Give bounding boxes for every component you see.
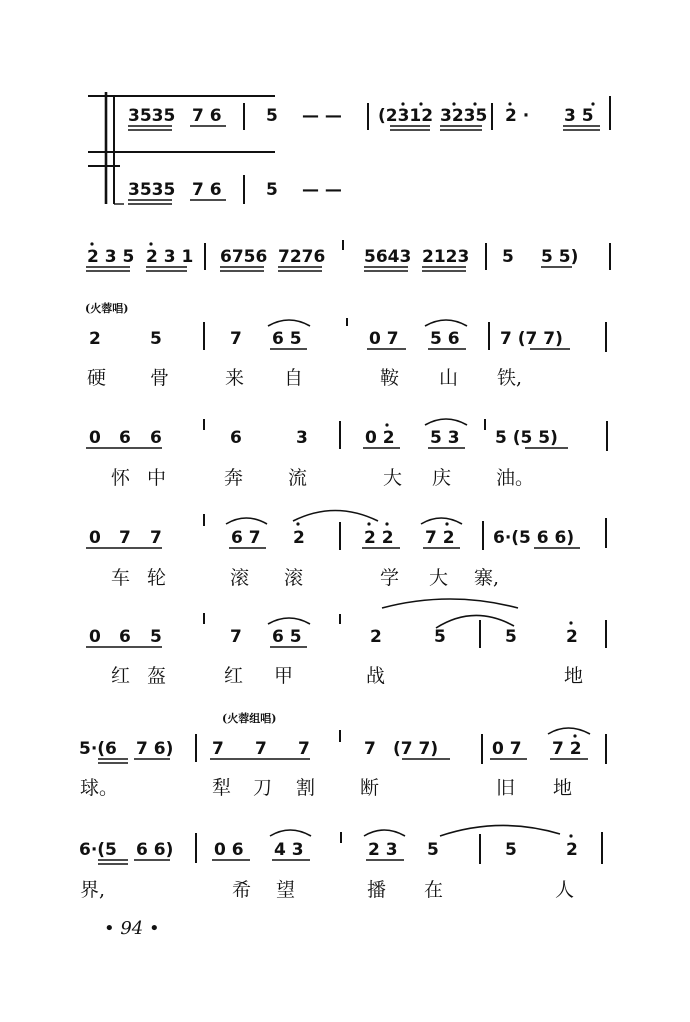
lyric: 滚 [230, 567, 250, 589]
note-group: 2 3 [368, 840, 398, 860]
lyric: 寨, [474, 567, 500, 589]
note: 5 [150, 627, 162, 647]
note-group: 7 6 [192, 106, 222, 126]
note-group: 5 3 [430, 428, 460, 448]
note-group: 6 5 [272, 329, 302, 349]
system-row-3 [87, 318, 606, 389]
system-row-7 [79, 728, 606, 799]
lyric: 中 [147, 467, 167, 489]
lyric: 滚 [284, 567, 304, 589]
note: 0 [89, 428, 101, 448]
lyric: 地 [564, 665, 584, 687]
system-row-6 [86, 599, 606, 687]
note-group: 6 6) [136, 840, 174, 860]
lyric: 犁 [212, 777, 232, 799]
system-row-4 [86, 419, 607, 489]
note-group: 4 3 [274, 840, 304, 860]
note-group: 0 7 [369, 329, 399, 349]
note: 6 [119, 627, 131, 647]
note-group: 7 2 [552, 739, 582, 759]
note-group: 7276 [278, 247, 326, 267]
page-number: • 94 • [104, 918, 160, 939]
note: 2 [566, 840, 578, 860]
note-group: 5 [266, 106, 278, 126]
lyric: 人 [555, 879, 575, 901]
lyric: 车 [111, 567, 131, 589]
lyric: 铁, [497, 367, 523, 389]
note-group: 6·(5 6 6) [493, 528, 575, 548]
note: 7 [230, 329, 242, 349]
note-group: 3535 [128, 106, 176, 126]
note-group: 7 2 [425, 528, 455, 548]
lyric: 割 [296, 777, 316, 799]
lyric: 学 [380, 567, 400, 589]
note-group: 6 5 [272, 627, 302, 647]
performer-mark: (火蓉唱) [85, 302, 129, 315]
note: 5 [150, 329, 162, 349]
lyric: 刀 [253, 777, 273, 799]
note-group: 0 7 [492, 739, 522, 759]
performer-mark: (火蓉组唱) [222, 712, 277, 725]
lyric: 红 [224, 665, 244, 687]
lyric: 大 [429, 567, 449, 589]
note: 2 [293, 528, 305, 548]
lyric: 山 [439, 367, 459, 389]
note-group: 5 6 [430, 329, 460, 349]
lyric: 旧 [496, 777, 516, 799]
lyric: 硬 [87, 367, 107, 389]
lyric: 在 [424, 879, 444, 901]
note: 7 [364, 739, 376, 759]
note-group: 0 6 [214, 840, 244, 860]
system-row-2 [86, 240, 610, 271]
lyric: 来 [225, 367, 245, 389]
dash-group: — — [302, 106, 342, 126]
note: 7 [298, 739, 310, 759]
note: 7 [230, 627, 242, 647]
note-group: (2312 [378, 106, 434, 126]
note-group: 5·(6 [79, 739, 117, 759]
note: 5 [505, 840, 517, 860]
note-group: 3535 [128, 180, 176, 200]
lyric: 断 [360, 777, 380, 799]
note: 6 [119, 428, 131, 448]
note: 7 [255, 739, 267, 759]
note-group: 3235 [440, 106, 488, 126]
dash-group: — — [302, 180, 342, 200]
note-group: 5643 [364, 247, 412, 267]
lyric: 播 [367, 879, 387, 901]
note: 5 [505, 627, 517, 647]
note-group: 5 (5 5) [495, 428, 558, 448]
lyric: 界, [80, 879, 106, 901]
lyric: 怀 [111, 467, 131, 489]
note-group: 7 6 [192, 180, 222, 200]
note-group: 5 5) [541, 247, 579, 267]
lyric: 流 [288, 467, 308, 489]
lyric: 希 [232, 879, 252, 901]
note: 0 [89, 528, 101, 548]
note-group: 6 7 [231, 528, 261, 548]
note: 3 [296, 428, 308, 448]
lyric: 奔 [224, 467, 244, 489]
note-group: 6·(5 [79, 840, 117, 860]
note-group: 2 3 1 [146, 247, 194, 267]
note: 0 [89, 627, 101, 647]
lyric: 球。 [80, 777, 119, 799]
note: 6 [150, 428, 162, 448]
note-group: 7 6) [136, 739, 174, 759]
note: 7 [150, 528, 162, 548]
note: 6 [230, 428, 242, 448]
lyric: 骨 [150, 367, 170, 389]
lyric: 盔 [147, 665, 167, 687]
lyric: 望 [276, 879, 296, 901]
system-row-8 [79, 825, 602, 901]
lyric: 红 [111, 665, 131, 687]
lyric: 大 [383, 467, 403, 489]
note-group: 3 5 [564, 106, 594, 126]
lyric: 轮 [147, 567, 167, 589]
lyric: 地 [553, 777, 573, 799]
note-group: (7 7) [393, 739, 439, 759]
note-group: 5 [266, 180, 278, 200]
lyric: 油。 [496, 467, 535, 489]
note: 5 [434, 627, 446, 647]
note: 7 [212, 739, 224, 759]
note-group: 2 3 5 [87, 247, 135, 267]
note-group: 5 [502, 247, 514, 267]
note-group: 6756 [220, 247, 268, 267]
note: 7 [119, 528, 131, 548]
system-row-1 [88, 92, 610, 204]
lyric: 甲 [274, 665, 294, 687]
note: 2 [89, 329, 101, 349]
note: 2 [370, 627, 382, 647]
lyric: 庆 [432, 467, 452, 489]
lyric: 鞍 [380, 367, 400, 389]
lyric: 自 [284, 367, 304, 389]
note-group: 2 · [505, 106, 530, 126]
lyric: 战 [366, 665, 386, 687]
note: 2 [566, 627, 578, 647]
note: 5 [427, 840, 439, 860]
system-row-5 [86, 511, 606, 590]
note-group: 7 (7 7) [500, 329, 563, 349]
note-group: 2123 [422, 247, 470, 267]
note-group: 2 2 [364, 528, 394, 548]
note-group: 0 2 [365, 428, 395, 448]
